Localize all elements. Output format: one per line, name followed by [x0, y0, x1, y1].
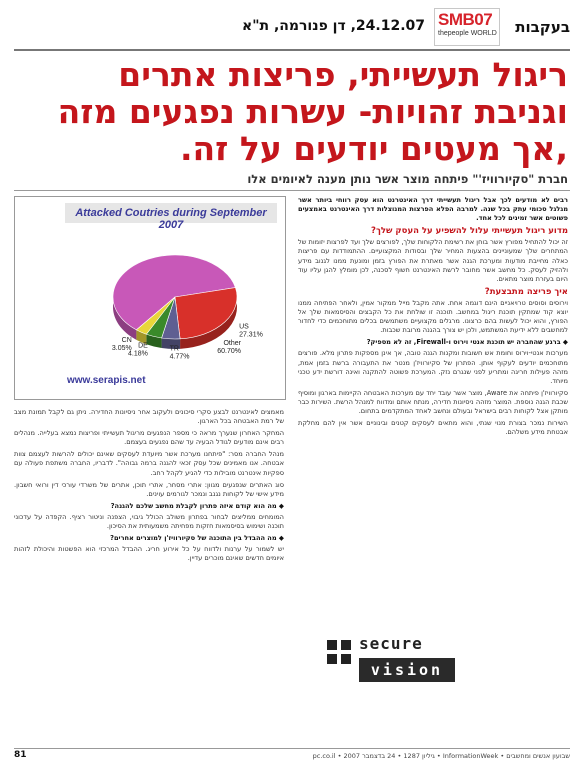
event-dateline: 24.12.07, דן פנורמה, ת"א — [242, 18, 425, 34]
col2-paragraph-1: מאמצים לאינטרנט לבצע סקרי סיכונים ולעקוב אחר ניסיונות החדירה. ניתן גם לקבל תמונת מצב של רמת האבטחה בכל הארגון. — [14, 408, 284, 426]
article-intro: רבים לא מודעים לכך אבל ריגול תעשייתי דרך האינטרנט הוא עסק רווחי ביותר אשר מגלגל סכומי עתק בכל שנה. למרבה הפלא הפרצות המנוצלות דרך האינטרנט באמצעים פשוטים אשר זמינים לכל אחד. — [298, 196, 568, 223]
pie-label-de: DE 4.18% — [128, 342, 148, 358]
bullet-question-3-text: מה ההבדל בין התוכנה של סקיורוויז'ן למוצרים אחרים? — [110, 534, 277, 543]
smb07-logo — [434, 8, 500, 46]
headline-line-2: וגניבת זהויות- עשרות נפגעים מזה — [57, 92, 568, 131]
article-subheadline: חברת "סקיורוויז'" פיתחה מוצר אשר נותן מענה לאיומים אלו — [247, 172, 568, 186]
paragraph-2: וירוסים וסוסים טרויאניים הינם דוגמה אחת. אתה מקבל מייל ממקור אמין, ולאחר הפתיחה ממנו יוצא קוד שמתקין תוכנת ריגול במחשב. תוכנה זו שולחת את כל הקבצים והסיסמאות שלך אל הפורץ, והוא יכול לעשות בהם כרצונו. מרגלים מקצועיים משתמשים בכלים מתוחכמים כדי לחדור למחשבים ללא ידיעת המשתמש, ולכן יש צורך בהגנה מרובת שכבות. — [298, 298, 568, 335]
section-heading-2: איך פריצה מתבצעת? — [484, 286, 568, 297]
chart-source-url: www.serapis.net — [67, 375, 146, 386]
secure-vision-mark-icon — [325, 638, 353, 666]
attack-chart — [14, 196, 286, 400]
page-number: 81 — [14, 750, 27, 760]
col2-paragraph-3: מנהל החברה מסר: "פיתחנו מערכת אשר מיועדת לעסקים שאינם יכולים להרשות לעצמם צוות אבטחה. אנו מאמינים שכל עסק זכאי להגנה ברמה גבוהה". לדבריו, החברה משתפת פעולה עם ספקיות אינטרנט מובילות כדי להגיע לקהל רחב. — [14, 450, 284, 477]
bullet-question-3: ◆ מה ההבדל בין התוכנה של סקיורוויז'ן למוצרים אחרים? — [110, 534, 284, 543]
paragraph-3: מערכות אנטי-וירוס וחומת אש חשובות ומקנות הגנה טובה, אך אינן מספקות פתרון מלא. פורצים מתוחכמים יודעים לעקוף אותן. הפתרון של סקיורוויז'ן מנטר את התעבורה ברשת בזמן אמת, מזהה פעילות חריגה ומתריע לפני שנגרם נזק. המערכת פשוטה להתקנה ואינה דורשת ידע טכני מיוחד. — [298, 349, 568, 385]
footer-text: שבועון אנשים ומחשבים • InformationWeek • גיליון 1287 • 24 בדצמבר 2007 • pc.co.il — [312, 752, 570, 760]
headline-line-3: ,אך מעטים יודעים על זה. — [179, 129, 568, 168]
secure-vision-word-2: vision — [359, 658, 455, 682]
bullet-question-1: ◆ ברגע שהחברה יש תוכנת אנטי וירוס ו-Firewall, זה לא מספיק? — [366, 338, 568, 347]
col2-paragraph-6: יש לשמור על ערנות ולדווח על כל אירוע חריג. ההבדל המרכזי הוא הפשטות והיכולת לזהות איומים חדשים שאינם מוכרים עדיין. — [14, 545, 284, 563]
pie-label-us: US 27.31% — [239, 323, 263, 339]
pie-label-cn: CN 3.05% — [111, 337, 132, 353]
header-divider — [14, 49, 570, 51]
article-column-left — [14, 408, 284, 566]
paragraph-4: סקיורוויז'ן פיתחה את Aware, מוצר אשר עובד יחד עם מערכות האבטחה הקיימות בארגון ומוסיף שכבת הגנה נוספת. המוצר מזהה ניסיונות חדירה, מנתח אותם ומדווח למנהל הרשת. השירות כבר מותקן אצל לקוחות רבים בישראל ובעולם ונחשב לאחד המתקדמים בתחום. — [298, 388, 568, 415]
section-label: בעקבות — [515, 18, 570, 36]
footer-divider — [14, 748, 570, 749]
col2-paragraph-4: סוג האתרים שנפגעים מגוון: אתרי מסחר, אתרי תוכן, אתרים של משרדי עורכי דין ורואי חשבון. מידע אישי של לקוחות נגנב ונמכר לגורמים עוינים. — [14, 480, 284, 498]
col2-paragraph-2: המחקר האחרון שנערך מראה כי מספר הנפגעים מריגול תעשייתי ופריצות נמצא בעלייה. מנהלים רבים אינם מודעים לגודל הבעיה עד שהם נפגעים בעצמם. — [14, 429, 284, 447]
bullet-question-2: ◆ מה הוא קודם איזה פתרון לקבלת מחשב שלכם להגנה? — [110, 501, 284, 510]
bullet-question-1-text: ברגע שהחברה יש תוכנת אנטי וירוס ו-Firewall, זה לא מספיק? — [366, 338, 561, 347]
bullet-question-2-text: מה הוא קודם איזה פתרון לקבלת מחשב שלכם להגנה? — [110, 501, 277, 510]
section-heading-1: מדוע ריגול תעשייתי עלול להשפיע על העסק שלך? — [371, 226, 568, 237]
paragraph-5: השירות נמכר בצורת מנוי שנתי, והוא מתאים לעסקים קטנים ובינוניים אשר אין להם מחלקת אבטחת מידע משלהם. — [298, 419, 568, 437]
pie-chart-svg — [15, 197, 285, 399]
pie-slice-us — [175, 288, 237, 339]
col2-paragraph-5: המומחים ממליצים לבחור בפתרון משולב הכולל גיבוי, הצפנה וניטור רציף. הקפדה על עדכוני תוכנה ושימוש בסיסמאות חזקות מפחיתה משמעותית את הסיכון. — [14, 512, 284, 531]
article-headline — [12, 56, 568, 167]
smb07-logo-subtext: thepeople WORLD — [438, 30, 497, 37]
chart-title: Attacked Coutries during September 2007 — [75, 207, 267, 231]
paragraph-1: זה יכול להתחיל מפורץ אשר בוחן את רשימת הלקוחות שלך, לפורצים שלך ועד לפרצות יזומות של המתחרים שלך שמעוניינים בהצעות המחיר שלך ובסודות המקצועיים. ההתמודדות עם פריצות כאלה מחייבת מודעות ומערכת הגנה אשר מאתרת את הפורץ בזמן ומונעת ממנו לגנוב מידע ולהזיק לעסק. כל מחשב אשר מחובר לרשת האינטרנט חשוף לסכנה, לכן מומלץ להגן עליו עוד היום בעזרת מוצר מתאים. — [298, 238, 568, 283]
smb07-logo-text: SMB07 — [438, 10, 493, 29]
headline-line-1: ריגול תעשייתי, פריצות אתרים — [118, 55, 568, 94]
secure-vision-logo — [325, 626, 455, 706]
article-column-right — [298, 196, 568, 440]
headline-divider — [14, 190, 570, 191]
pie-label-other: Other 60.70% — [217, 340, 241, 355]
pie-label-tr: TR 4.77% — [169, 345, 190, 361]
secure-vision-word-1: secure — [359, 634, 423, 653]
